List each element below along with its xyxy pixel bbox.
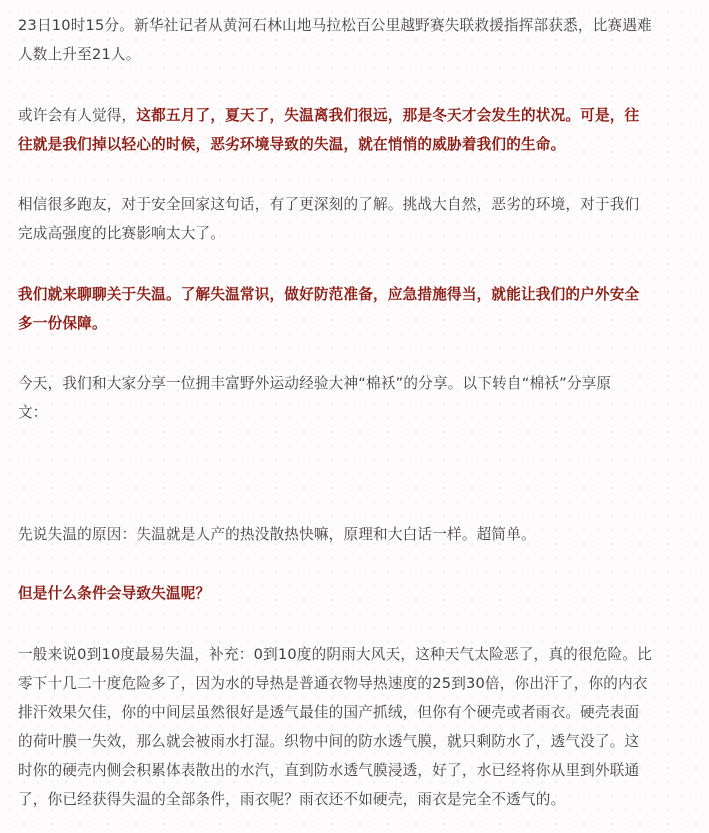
text-line: 的荷叶膜一失效，那么就会被雨水打湿。织物中间的防水透气膜，就只剩防水了，透气没了。这 bbox=[18, 733, 640, 750]
emphasis-text: 这都五月了，夏天了，失温离我们很远，那是冬天才会发生的状况。可是，往 bbox=[136, 107, 640, 124]
paragraph-cause bbox=[18, 520, 692, 549]
text-line: 今天，我们和大家分享一位拥丰富野外运动经验大神“棉袄”的分享。以下转自“棉袄”分享原 bbox=[18, 375, 612, 392]
paragraph-runners bbox=[18, 190, 692, 248]
paragraph-conditions bbox=[18, 640, 692, 814]
section-question bbox=[18, 579, 692, 608]
text-line: 先说失温的原因：失温就是人产的热没散热快嘛，原理和大白话一样。超简单。 bbox=[18, 526, 536, 543]
text-line: 完成高强度的比赛影响太大了。 bbox=[18, 225, 226, 242]
text-line: 一般来说0到10度最易失温，补充：0到10度的阴雨大风天，这种天气太险恶了，真的很危险。比 bbox=[18, 646, 652, 663]
text-line: 时你的硬壳内侧会积累体表散出的水汽，直到防水透气膜浸透，好了，水已经将你从里到外联通 bbox=[18, 762, 640, 779]
text-line: 23日10时15分。新华社记者从黄河石林山地马拉松百公里越野赛失联救援指挥部获悉，比赛遇难 bbox=[18, 17, 652, 34]
text-line: 了，你已经获得失温的全部条件，雨衣呢？雨衣还不如硬壳，雨衣是完全不透气的。 bbox=[18, 791, 566, 808]
emphasis-text: 多一份保障。 bbox=[18, 315, 107, 332]
text-line: 排汗效果欠佳，你的中间层虽然很好是透气最佳的国产抓绒，但你有个硬壳或者雨衣。硬壳表面 bbox=[18, 704, 640, 721]
paragraph-hypothermia-intro bbox=[18, 280, 692, 338]
emphasis-text: 但是什么条件会导致失温呢？ bbox=[18, 585, 211, 602]
emphasis-text: 往就是我们掉以轻心的时候，恶劣环境导致的失温，就在悄悄的威胁着我们的生命。 bbox=[18, 136, 566, 153]
text-line: 人数上升至21人。 bbox=[18, 46, 141, 63]
text-line bbox=[18, 101, 692, 130]
text-line: 零下十几二十度危险多了，因为水的导热是普通衣物导热速度的25到30倍，你出汗了，你的内衣 bbox=[18, 675, 648, 692]
plain-text: 或许会有人觉得， bbox=[18, 107, 137, 124]
emphasis-text: 我们就来聊聊关于失温。了解失温常识，做好防范准备，应急措施得当，就能让我们的户外安全 bbox=[18, 286, 640, 303]
text-line: 文： bbox=[18, 404, 48, 421]
paragraph-sharing bbox=[18, 369, 692, 427]
article-body bbox=[18, 0, 692, 833]
paragraph-news-report bbox=[18, 11, 692, 69]
text-line: 相信很多跑友，对于安全回家这句话，有了更深刻的了解。挑战大自然，恶劣的环境，对于我们 bbox=[18, 196, 640, 213]
paragraph-may-warning bbox=[18, 101, 692, 159]
